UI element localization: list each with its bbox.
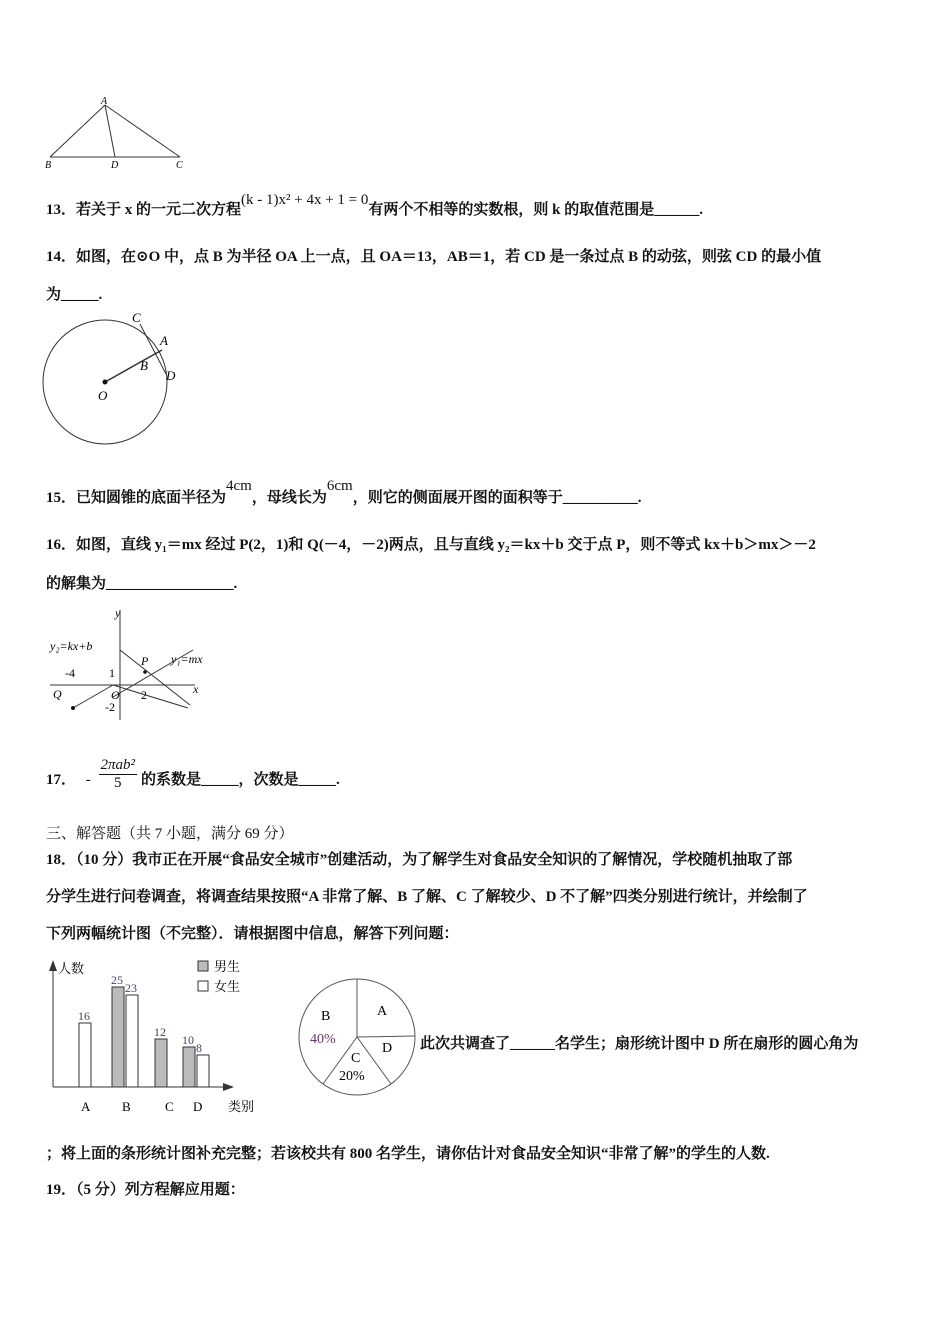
pie-chart xyxy=(295,975,420,1100)
triangle-figure xyxy=(40,95,190,175)
label-c: C xyxy=(176,160,183,171)
x-tick-label: B xyxy=(122,1099,131,1114)
bar-male xyxy=(112,987,124,1087)
q13-text-end: 有两个不相等的实数根，则 k 的取值范围是______. xyxy=(368,202,704,218)
legend-male: 男生 xyxy=(214,959,241,974)
origin-label: O xyxy=(111,688,120,702)
bar-chart xyxy=(40,955,270,1115)
q17-text: 的系数是_____，次数是_____. xyxy=(141,771,340,788)
q13-number: 13． xyxy=(46,202,77,218)
q17-sign: - xyxy=(85,771,91,788)
tick-1: 1 xyxy=(109,666,115,680)
question-16-line2: 的解集为_________________. xyxy=(46,576,238,592)
point-p-label: P xyxy=(141,654,149,668)
pie-label-c: C xyxy=(351,1051,361,1066)
pie-value-b: 40% xyxy=(310,1032,336,1047)
q15-text-end: ，则它的侧面展开图的面积等于__________. xyxy=(352,490,642,506)
pie-label-a: A xyxy=(377,1004,388,1019)
question-13 xyxy=(46,192,704,219)
y2-line-label: y₂=kx+b xyxy=(50,639,93,653)
y1-line-label: y₁=mx xyxy=(171,652,203,666)
linear-graph-figure xyxy=(45,605,225,720)
bar-female xyxy=(126,995,138,1087)
question-18-line2: 分学生进行问卷调查，将调查结果按照“A 非常了解、B 了解、C 了解较少、D 不了解”四类分别进行统计，并绘制了 xyxy=(46,889,808,905)
x-axis-title: 类别 xyxy=(228,1099,255,1114)
tick-2: 2 xyxy=(141,688,147,702)
label-a: A xyxy=(101,96,108,107)
question-15 xyxy=(46,478,642,507)
x-tick-label: D xyxy=(193,1099,203,1114)
label-o: O xyxy=(98,388,108,403)
label-c: C xyxy=(132,310,141,325)
label-a: A xyxy=(160,333,168,348)
label-b: B xyxy=(140,358,148,373)
question-16-line1: 16．如图，直线 y₁＝mx 经过 P(2，1)和 Q(－4，－2)两点，且与直线 y₂＝kx＋b 交于点 P，则不等式 kx＋b＞mx＞－2 xyxy=(46,537,816,553)
question-14-line2: 为_____. xyxy=(46,287,103,303)
q17-fraction xyxy=(99,757,138,792)
x-tick-label: C xyxy=(165,1099,174,1114)
bar-value-label: 10 xyxy=(182,1033,194,1047)
bar-value-label: 23 xyxy=(125,981,137,995)
question-17 xyxy=(46,757,340,798)
bar-value-label: 8 xyxy=(196,1041,202,1055)
bar-value-label: 25 xyxy=(111,973,123,987)
point-q-label: Q xyxy=(53,687,62,701)
bar-value-label: 12 xyxy=(154,1025,166,1039)
bar-female xyxy=(79,1023,91,1087)
bar-female xyxy=(197,1055,209,1087)
bar-male xyxy=(183,1047,195,1087)
fraction-numerator: 2πab² xyxy=(100,757,136,773)
pie-label-b: B xyxy=(321,1009,331,1024)
question-18-line3: 下列两幅统计图（不完整）．请根据图中信息，解答下列问题： xyxy=(46,926,459,942)
y-axis-title: 人数 xyxy=(58,961,85,976)
y-axis-label: y xyxy=(115,606,121,620)
pie-value-c: 20% xyxy=(339,1069,365,1084)
question-18-line4: ；将上面的条形统计图补充完整；若该校共有 800 名学生，请你估计对食品安全知识“非常了解”的学生的人数. xyxy=(46,1146,770,1162)
label-b: B xyxy=(45,160,52,171)
x-axis-label: x xyxy=(193,682,199,696)
question-14-line1: 14．如图，在⊙O 中，点 B 为半径 OA 上一点，且 OA＝13，AB＝1，若 CD 是一条过点 B 的动弦，则弦 CD 的最小值 xyxy=(46,249,822,265)
question-19: 19．（5 分）列方程解应用题： xyxy=(46,1182,245,1198)
circle-figure xyxy=(40,310,190,450)
label-d: D xyxy=(166,368,176,383)
q15-radius: 4cm xyxy=(226,478,252,494)
bar-male xyxy=(155,1039,167,1087)
bar-value-label: 16 xyxy=(78,1009,90,1023)
q13-equation: (k - 1)x² + 4x + 1 = 0 xyxy=(241,192,369,208)
q13-text: 若关于 x 的一元二次方程 xyxy=(76,202,242,218)
q15-slant: 6cm xyxy=(326,478,353,494)
tick-minus-4: -4 xyxy=(65,666,75,680)
section-3-heading: 三、解答题（共 7 小题，满分 69 分） xyxy=(46,826,294,842)
q17-number: 17． xyxy=(46,771,77,788)
x-tick-label: A xyxy=(81,1099,91,1114)
q15-text-mid: ，母线长为 xyxy=(251,490,327,506)
tick-minus-2: -2 xyxy=(105,700,115,714)
pie-label-d: D xyxy=(382,1041,393,1056)
label-d: D xyxy=(111,160,119,171)
q15-text: 15．已知圆锥的底面半径为 xyxy=(46,490,227,506)
fraction-denominator: 5 xyxy=(114,775,122,791)
legend-female: 女生 xyxy=(214,979,241,994)
question-18-side-text: 此次共调查了______名学生；扇形统计图中 D 所在扇形的圆心角为 xyxy=(420,1036,859,1052)
question-18-line1: 18．（10 分）我市正在开展“食品安全城市”创建活动，为了解学生对食品安全知识的了解情况，学校随机抽取了部 xyxy=(46,852,793,868)
